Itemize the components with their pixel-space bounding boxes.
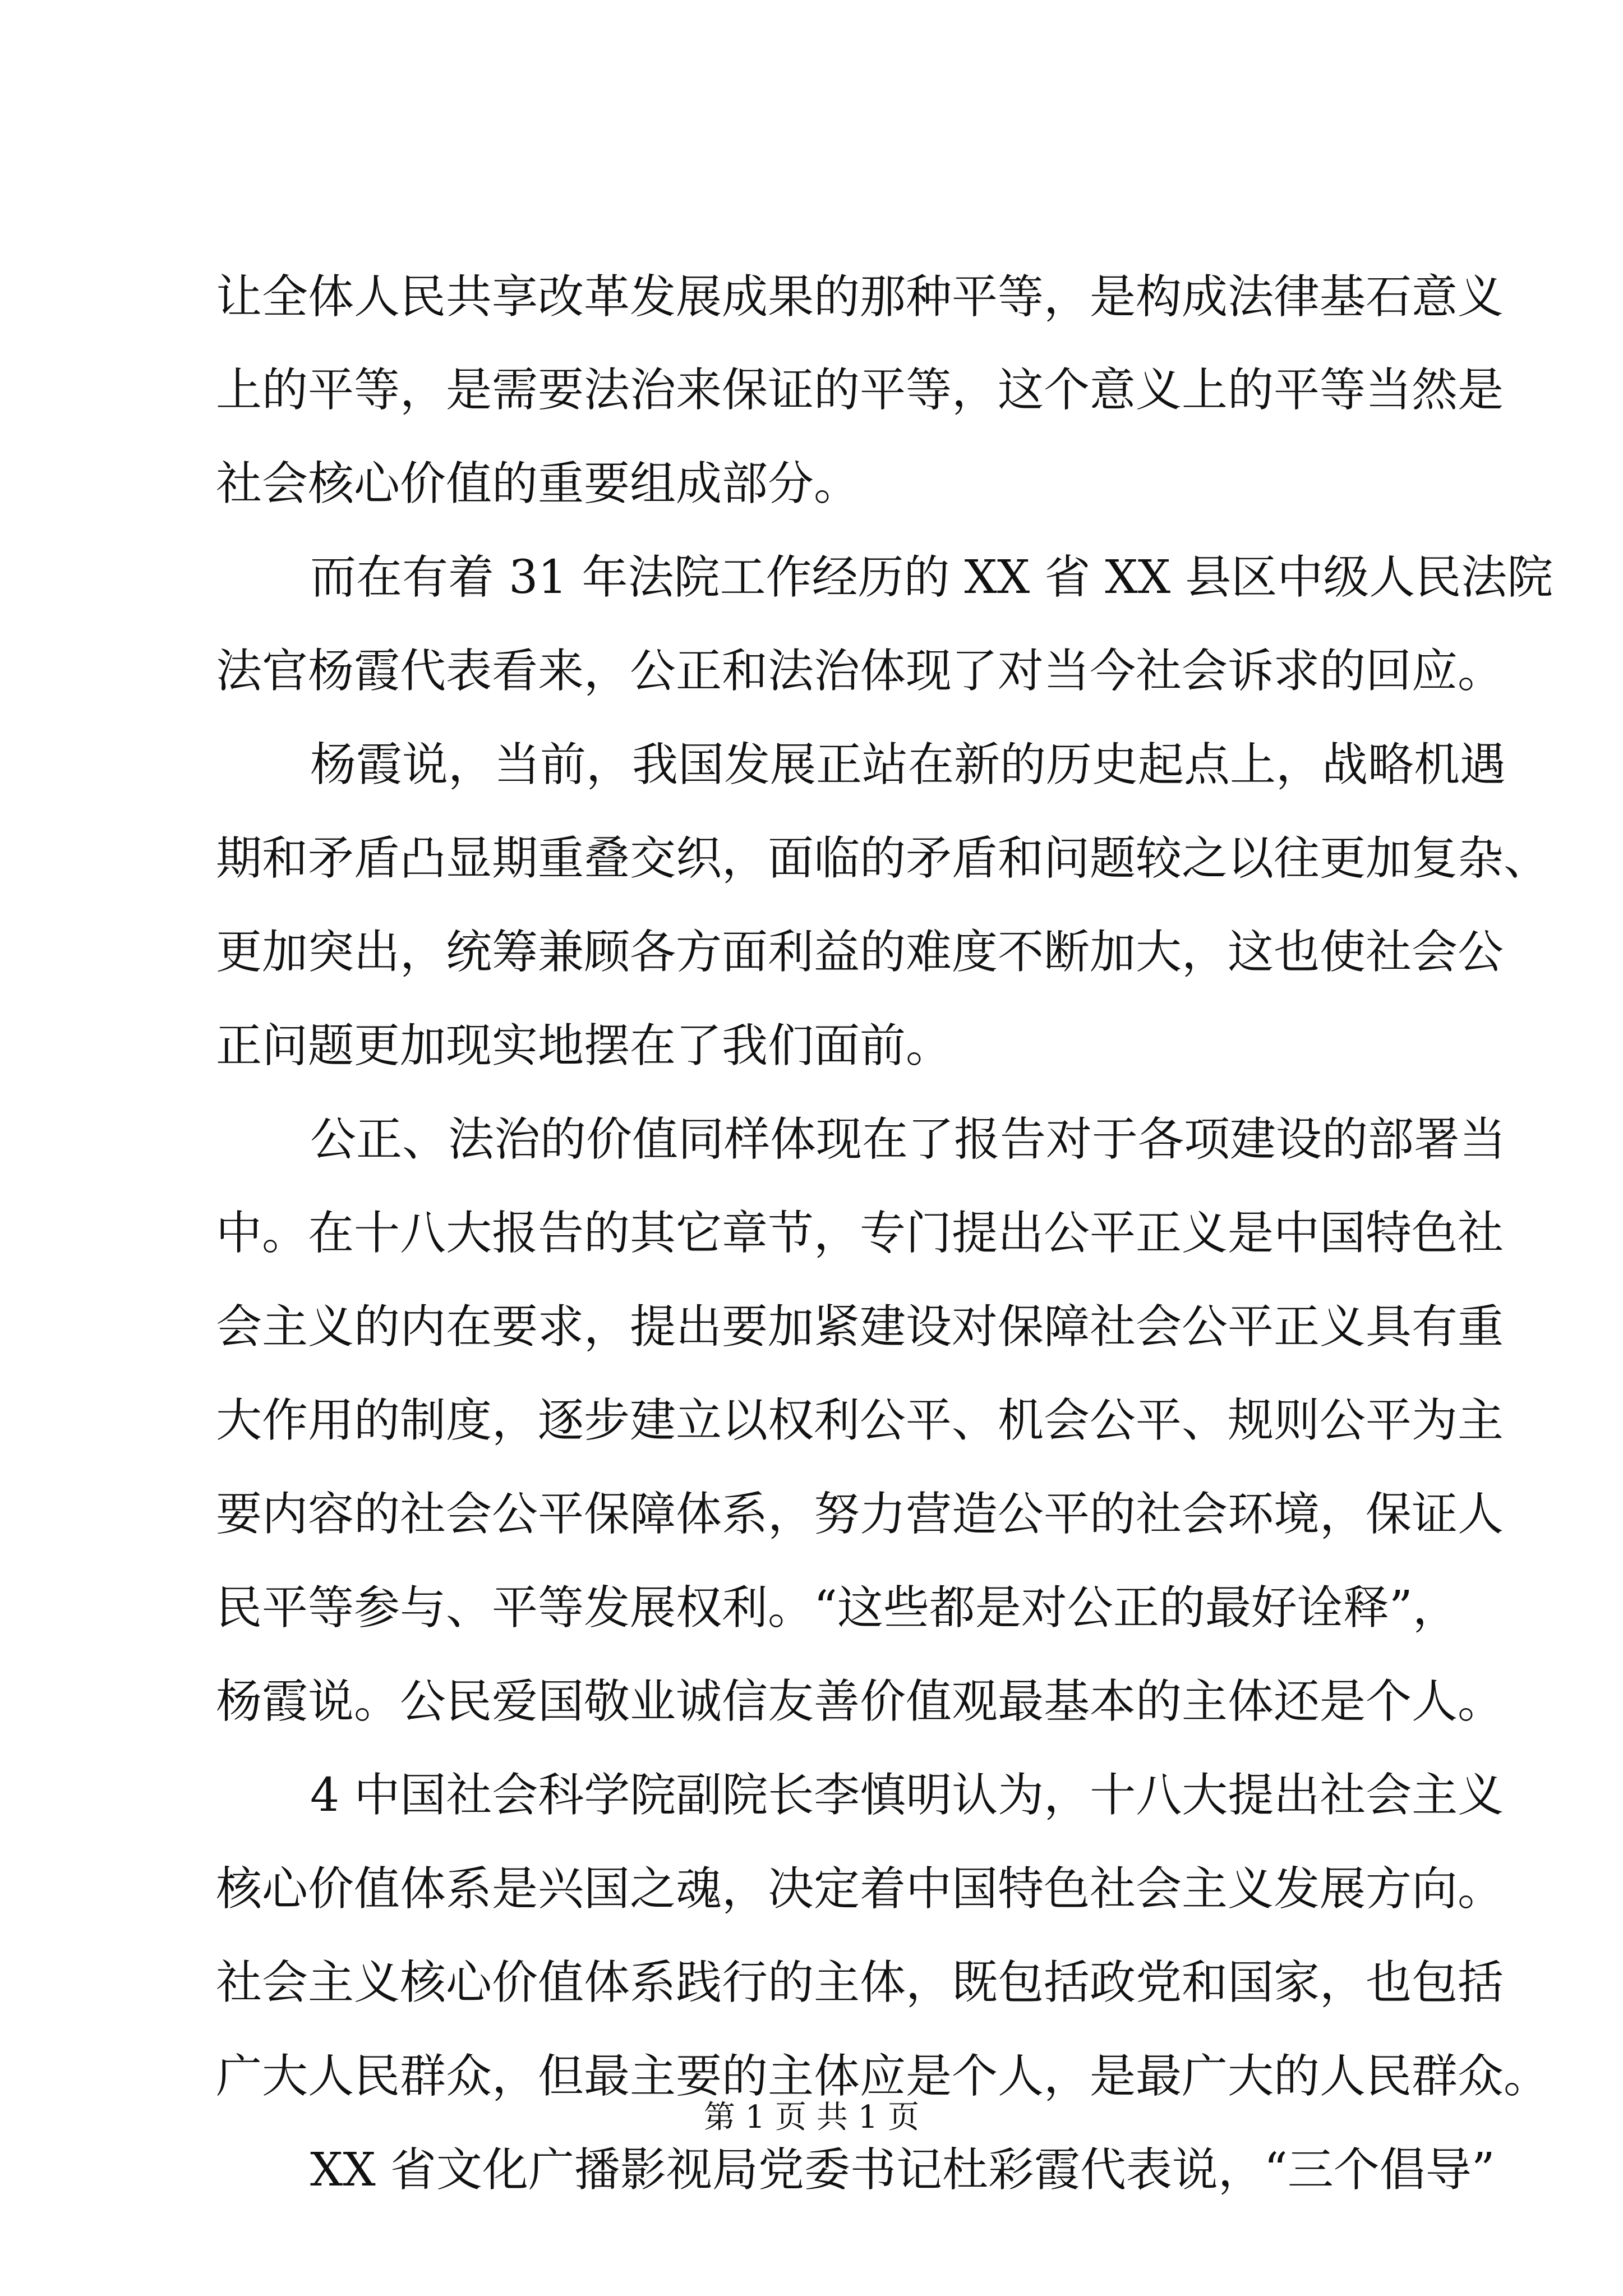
- text-line: 广大人民群众，但最主要的主体应是个人，是最广大的人民群众。: [216, 2050, 1550, 2103]
- paragraph-start-line: XX 省文化广播影视局党委书记杜彩霞代表说，“三个倡导”: [310, 2143, 1495, 2197]
- text-line: 让全体人民共享改革发展成果的那种平等，是构成法律基石意义: [216, 270, 1504, 324]
- text-line: 核心价值体系是兴国之魂，决定着中国特色社会主义发展方向。: [216, 1862, 1504, 1916]
- text-line: 杨霞说。公民爱国敬业诚信友善价值观最基本的主体还是个人。: [216, 1675, 1504, 1728]
- paragraph-start-line: 4 中国社会科学院副院长李慎明认为，十八大提出社会主义: [310, 1769, 1504, 1822]
- paragraph-start-line: 而在有着 31 年法院工作经历的 XX 省 XX 县区中级人民法院: [310, 551, 1553, 604]
- text-line: 民平等参与、平等发展权利。“这些都是对公正的最好诠释”，: [216, 1581, 1459, 1635]
- text-line: 上的平等，是需要法治来保证的平等，这个意义上的平等当然是: [216, 364, 1504, 417]
- paragraph-start-line: 杨霞说，当前，我国发展正站在新的历史起点上，战略机遇: [310, 738, 1506, 792]
- text-line: 社会核心价值的重要组成部分。: [216, 457, 860, 510]
- text-line: 正问题更加现实地摆在了我们面前。: [216, 1019, 952, 1073]
- text-line: 社会主义核心价值体系践行的主体，既包括政党和国家，也包括: [216, 1956, 1504, 2009]
- text-line: 更加突出，统筹兼顾各方面利益的难度不断加大，这也使社会公: [216, 926, 1504, 979]
- text-line: 大作用的制度，逐步建立以权利公平、机会公平、规则公平为主: [216, 1394, 1504, 1447]
- text-line: 要内容的社会公平保障体系，努力营造公平的社会环境，保证人: [216, 1488, 1504, 1541]
- text-line: 期和矛盾凸显期重叠交织，面临的矛盾和问题较之以往更加复杂、: [216, 832, 1550, 885]
- text-line: 会主义的内在要求，提出要加紧建设对保障社会公平正义具有重: [216, 1300, 1504, 1354]
- text-line: 中。在十八大报告的其它章节，专门提出公平正义是中国特色社: [216, 1207, 1504, 1260]
- text-line: 法官杨霞代表看来，公正和法治体现了对当今社会诉求的回应。: [216, 645, 1504, 698]
- page-footer: 第 1 页 共 1 页: [703, 2099, 920, 2136]
- paragraph-start-line: 公正、法治的价值同样体现在了报告对于各项建设的部署当: [310, 1113, 1506, 1166]
